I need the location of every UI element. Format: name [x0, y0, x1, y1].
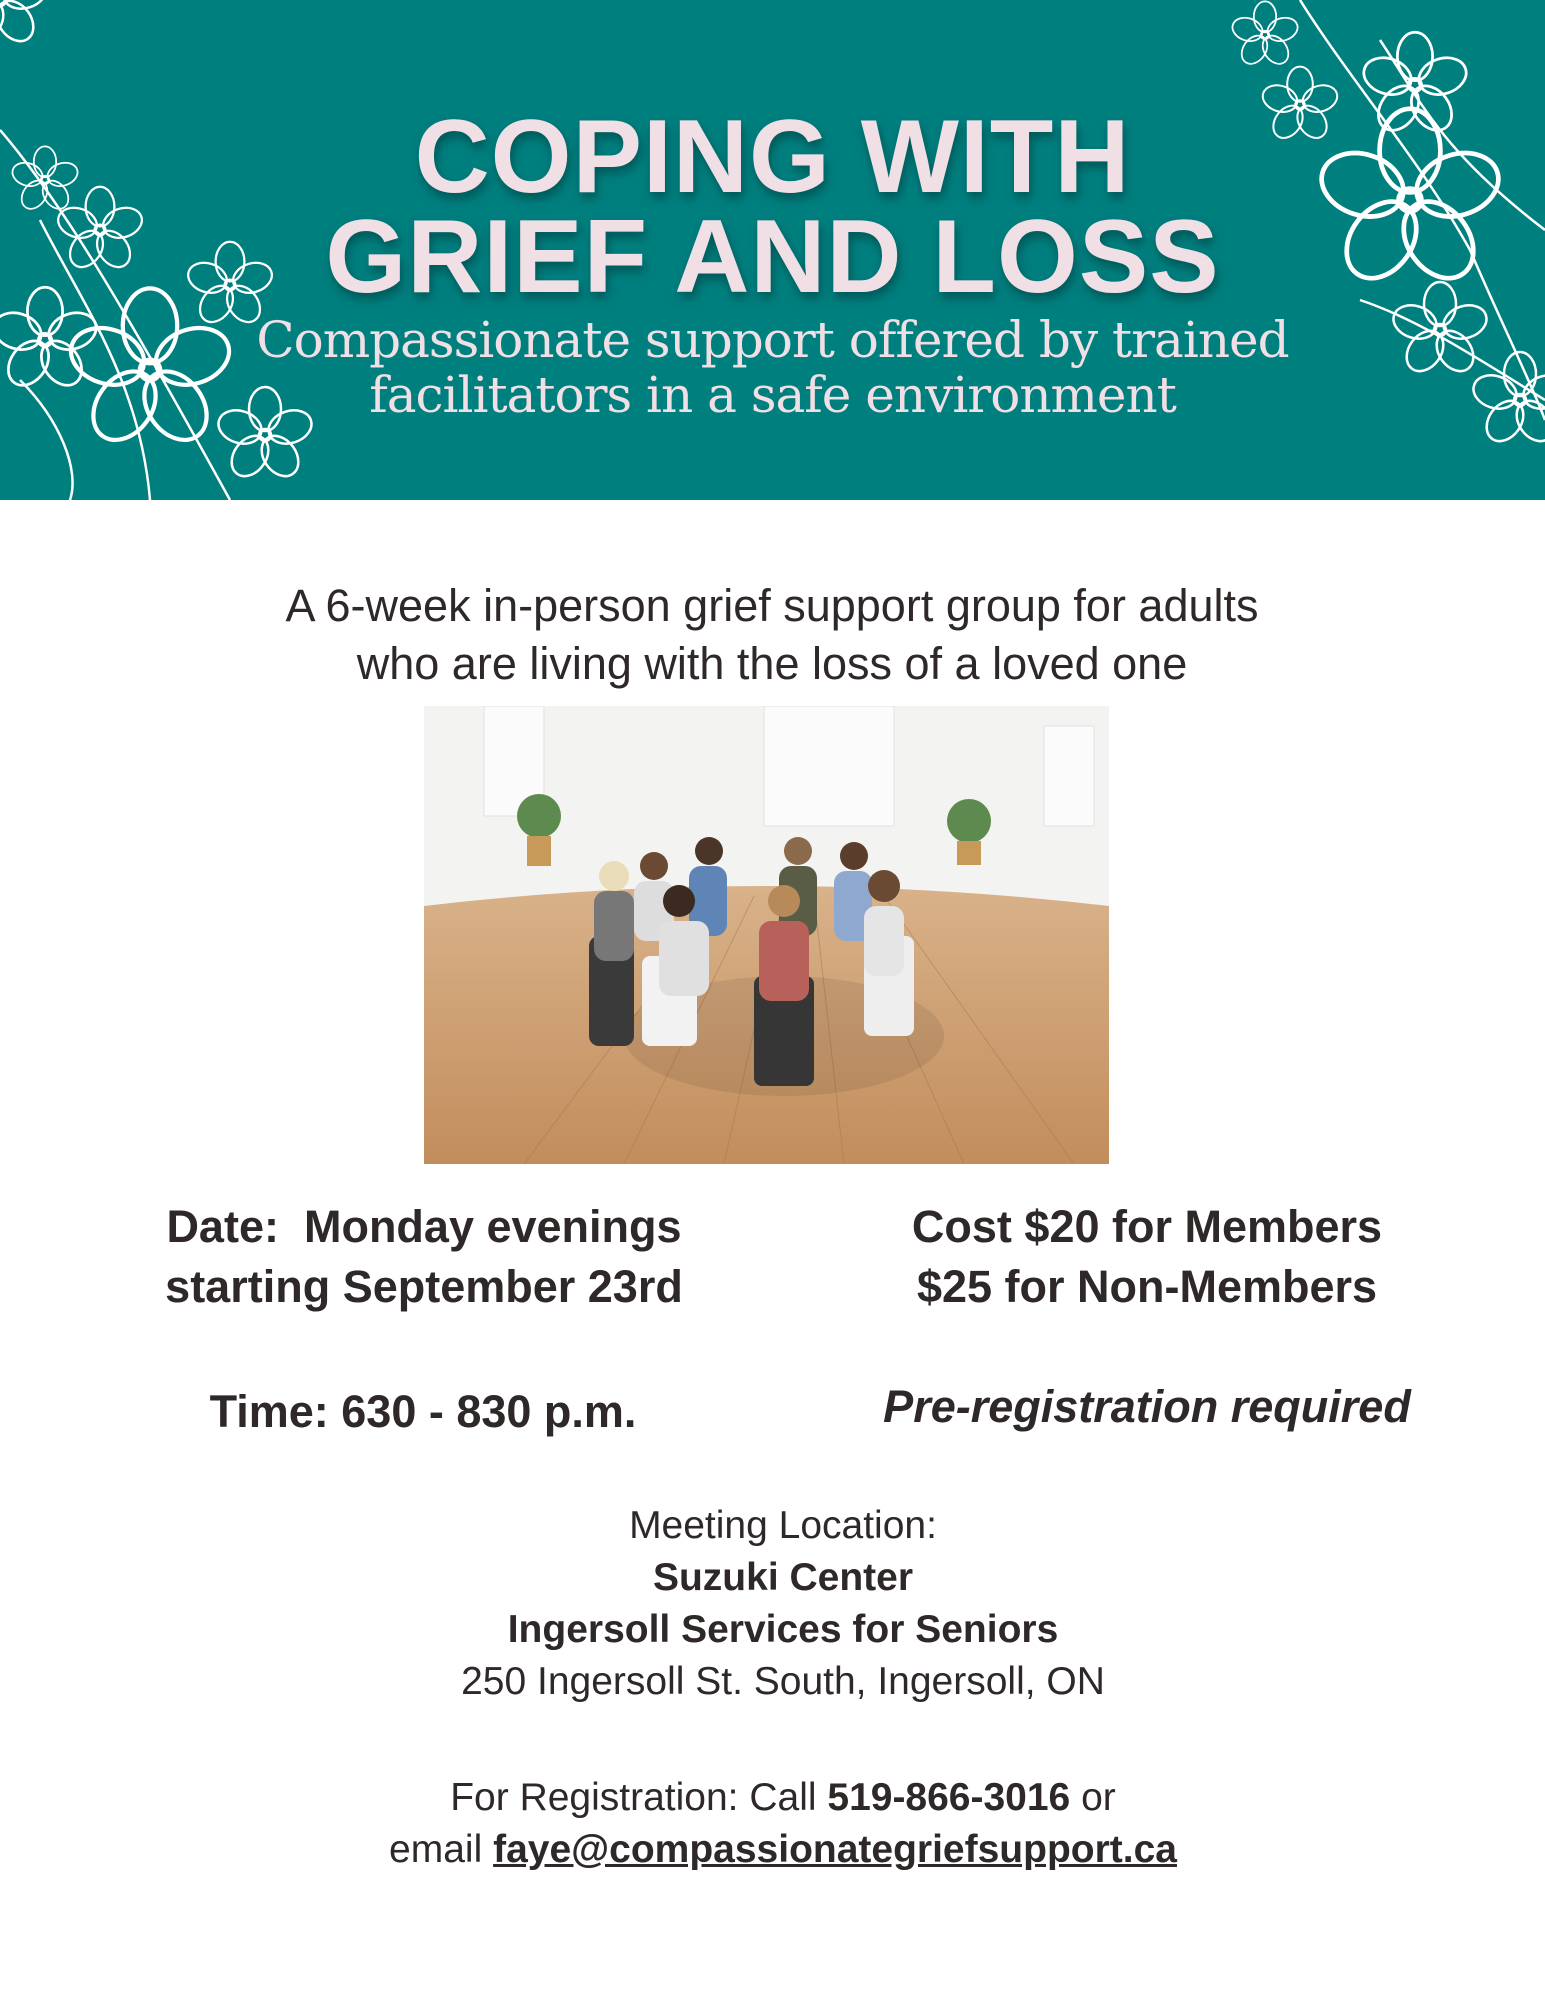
subtitle-line-1: Compassionate support offered by trained	[256, 311, 1289, 369]
title-line-1: COPING WITH	[414, 99, 1131, 215]
meeting-location	[461, 1500, 1105, 1708]
intro-line-1: A 6-week in-person grief support group for adults	[285, 580, 1259, 631]
location-address: 250 Ingersoll St. South, Ingersoll, ON	[461, 1660, 1105, 1703]
registration-or-text: or	[1070, 1776, 1116, 1819]
email-link[interactable]: faye@compassionategriefsupport.ca	[493, 1828, 1177, 1871]
subtitle-line-2: facilitators in a safe environment	[369, 366, 1176, 424]
preregistration-note: Pre-registration required	[883, 1381, 1411, 1432]
title-line-2: GRIEF AND LOSS	[325, 199, 1220, 315]
cost-info	[912, 1197, 1382, 1317]
header-banner	[0, 0, 1545, 500]
location-organization: Ingersoll Services for Seniors	[507, 1608, 1059, 1651]
intro-text	[285, 577, 1258, 693]
location-label: Meeting Location:	[629, 1504, 937, 1547]
registration-email-text: email	[389, 1828, 494, 1871]
phone-number[interactable]: 519-866-3016	[827, 1776, 1071, 1819]
support-group-photo	[424, 706, 1109, 1164]
cost-members: Cost $20 for Members	[911, 1201, 1383, 1252]
date-info	[165, 1197, 683, 1317]
location-venue: Suzuki Center	[652, 1556, 914, 1599]
cost-non-members: $25 for Non-Members	[916, 1261, 1378, 1312]
registration-info	[389, 1772, 1177, 1876]
date-line-2: starting September 23rd	[165, 1261, 683, 1312]
registration-call-text: For Registration: Call	[450, 1776, 828, 1819]
intro-line-2: who are living with the loss of a loved one	[356, 638, 1188, 689]
date-line-1: Date: Monday evenings	[166, 1201, 682, 1252]
time-info: Time: 630 - 830 p.m.	[209, 1386, 637, 1437]
